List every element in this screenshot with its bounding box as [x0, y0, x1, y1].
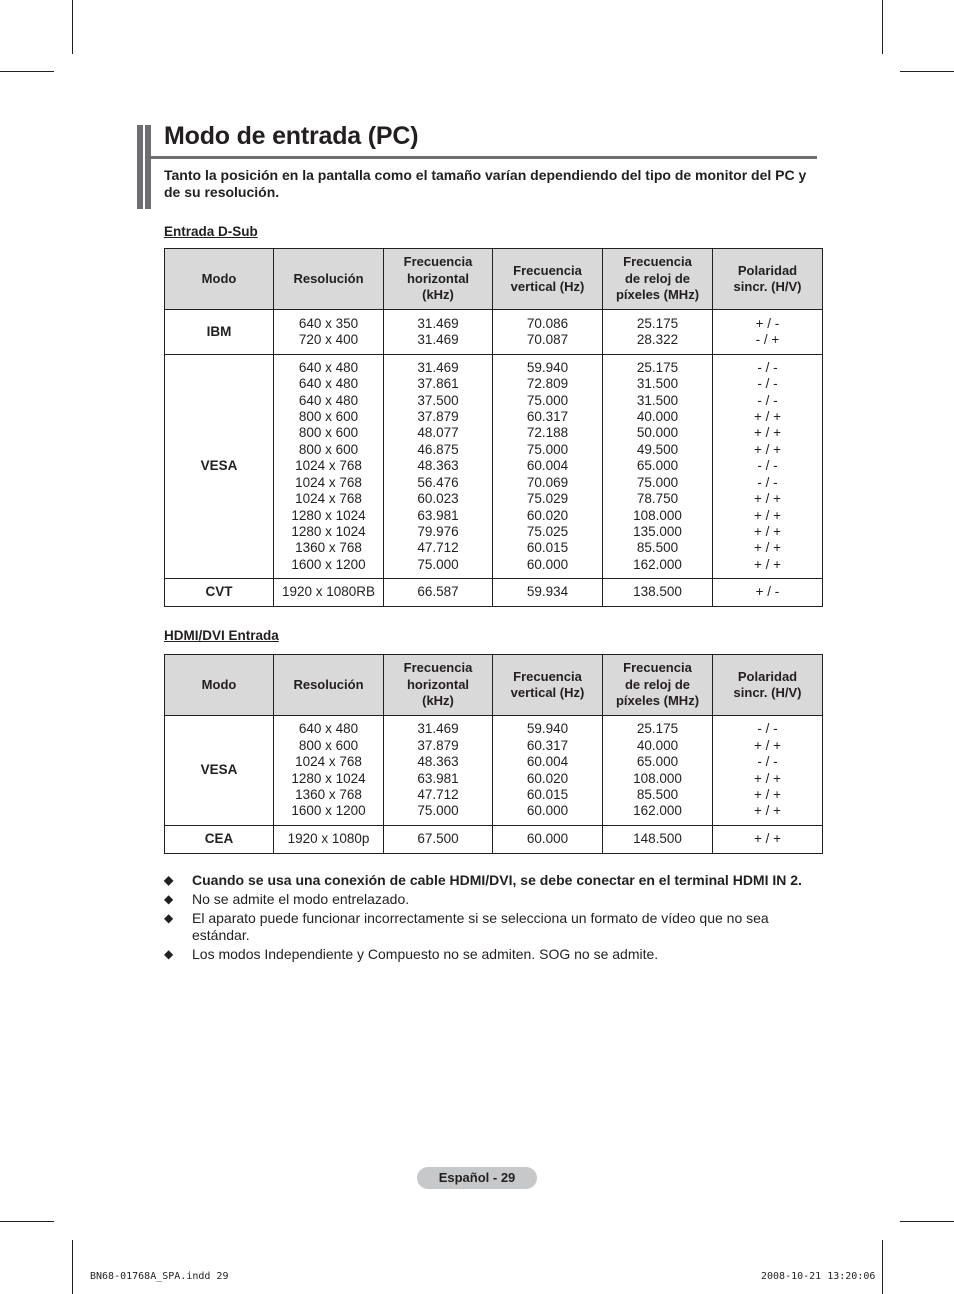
table-header-row: [165, 655, 823, 716]
note-item: [164, 946, 804, 963]
mode-cell: IBM: [165, 310, 274, 355]
col-header-clock: Frecuencia de reloj de píxeles (MHz): [603, 249, 713, 310]
vfreq-cell: 59.940 60.317 60.004 60.020 60.015 60.000: [493, 716, 603, 826]
page-title: Modo de entrada (PC): [164, 122, 419, 150]
hfreq-cell: 31.469 37.879 48.363 63.981 47.712 75.000: [384, 716, 493, 826]
col-header-polarity: Polaridad sincr. (H/V): [713, 655, 823, 716]
hdmi-table: [164, 654, 823, 854]
table-header-row: [165, 249, 823, 310]
vfreq-cell: 59.940 72.809 75.000 60.317 72.188 75.000 60.004 70.069 75.029 60.020 75.025 60.015 60.000: [493, 355, 603, 579]
heading-accent-bar: [145, 125, 151, 209]
diamond-bullet-icon: ◆: [164, 873, 174, 887]
col-header-mode: Modo: [165, 249, 274, 310]
polarity-cell: + / - - / +: [713, 310, 823, 355]
hfreq-cell: 31.469 31.469: [384, 310, 493, 355]
col-header-polarity: Polaridad sincr. (H/V): [713, 249, 823, 310]
note-text: El aparato puede funcionar incorrectamente si se selecciona un formato de vídeo que no sea estándar.: [192, 910, 769, 943]
crop-mark: [0, 71, 54, 72]
notes-list: [164, 872, 804, 965]
dsub-section-label: Entrada D-Sub: [164, 224, 258, 239]
crop-mark: [72, 1240, 73, 1294]
vfreq-cell: 60.000: [493, 826, 603, 854]
col-header-mode: Modo: [165, 655, 274, 716]
crop-mark: [882, 0, 883, 54]
polarity-cell: - / - - / - - / - + / + + / + + / + - / - - / - + / + + / + + / + + / + + / +: [713, 355, 823, 579]
clock-cell: 148.500: [603, 826, 713, 854]
note-item: [164, 872, 804, 889]
diamond-bullet-icon: ◆: [164, 911, 174, 925]
col-header-vfreq: Frecuencia vertical (Hz): [493, 249, 603, 310]
clock-cell: 138.500: [603, 579, 713, 607]
resolution-cell: 640 x 480 640 x 480 640 x 480 800 x 600 800 x 600 800 x 600 1024 x 768 1024 x 768 1024 x 768 1280 x 1024 1280 x 1024 1360 x 768 1600 x 1200: [274, 355, 384, 579]
resolution-cell: 640 x 350 720 x 400: [274, 310, 384, 355]
crop-mark: [900, 1221, 954, 1222]
note-item: [164, 910, 804, 943]
print-slug-timestamp: 2008-10-21 13:20:06: [761, 1271, 876, 1282]
print-slug-file: BN68-01768A_SPA.indd 29: [90, 1271, 229, 1282]
table-row: [165, 310, 823, 355]
polarity-cell: + / -: [713, 579, 823, 607]
vfreq-cell: 59.934: [493, 579, 603, 607]
hfreq-cell: 67.500: [384, 826, 493, 854]
resolution-cell: 1920 x 1080p: [274, 826, 384, 854]
col-header-clock: Frecuencia de reloj de píxeles (MHz): [603, 655, 713, 716]
hdmi-section-label: HDMI/DVI Entrada: [164, 628, 279, 643]
mode-cell: VESA: [165, 716, 274, 826]
intro-text: Tanto la posición en la pantalla como el tamaño varían dependiendo del tipo de monitor del PC y de su resolución.: [164, 167, 807, 200]
col-header-hfreq: Frecuencia horizontal (kHz): [384, 655, 493, 716]
col-header-resolution: Resolución: [274, 655, 384, 716]
polarity-cell: + / +: [713, 826, 823, 854]
note-text: Los modos Independiente y Compuesto no se admiten. SOG no se admite.: [192, 945, 659, 962]
note-item: [164, 891, 804, 908]
table-row: [165, 826, 823, 854]
note-text: No se admite el modo entrelazado.: [192, 891, 410, 907]
title-underline: [151, 156, 817, 159]
diamond-bullet-icon: ◆: [164, 892, 174, 906]
col-header-hfreq: Frecuencia horizontal (kHz): [384, 249, 493, 310]
mode-cell: VESA: [165, 355, 274, 579]
mode-cell: CEA: [165, 826, 274, 854]
crop-mark: [0, 1221, 54, 1222]
vfreq-cell: 70.086 70.087: [493, 310, 603, 355]
hfreq-cell: 66.587: [384, 579, 493, 607]
crop-mark: [72, 0, 73, 54]
diamond-bullet-icon: ◆: [164, 946, 174, 961]
table-row: [165, 716, 823, 826]
clock-cell: 25.175 28.322: [603, 310, 713, 355]
table-row: [165, 355, 823, 579]
col-header-resolution: Resolución: [274, 249, 384, 310]
heading-accent-bar: [137, 125, 143, 209]
hfreq-cell: 31.469 37.861 37.500 37.879 48.077 46.875 48.363 56.476 60.023 63.981 79.976 47.712 75.000: [384, 355, 493, 579]
crop-mark: [900, 71, 954, 72]
table-row: [165, 579, 823, 607]
page-number-badge: Español - 29: [417, 1167, 537, 1189]
clock-cell: 25.175 40.000 65.000 108.000 85.500 162.000: [603, 716, 713, 826]
polarity-cell: - / - + / + - / - + / + + / + + / +: [713, 716, 823, 826]
crop-mark: [882, 1240, 883, 1294]
dsub-table: [164, 248, 823, 607]
note-text: Cuando se usa una conexión de cable HDMI/DVI, se debe conectar en el terminal HDMI IN 2.: [192, 872, 802, 888]
mode-cell: CVT: [165, 579, 274, 607]
col-header-vfreq: Frecuencia vertical (Hz): [493, 655, 603, 716]
resolution-cell: 640 x 480 800 x 600 1024 x 768 1280 x 1024 1360 x 768 1600 x 1200: [274, 716, 384, 826]
resolution-cell: 1920 x 1080RB: [274, 579, 384, 607]
clock-cell: 25.175 31.500 31.500 40.000 50.000 49.500 65.000 75.000 78.750 108.000 135.000 85.500 162.000: [603, 355, 713, 579]
